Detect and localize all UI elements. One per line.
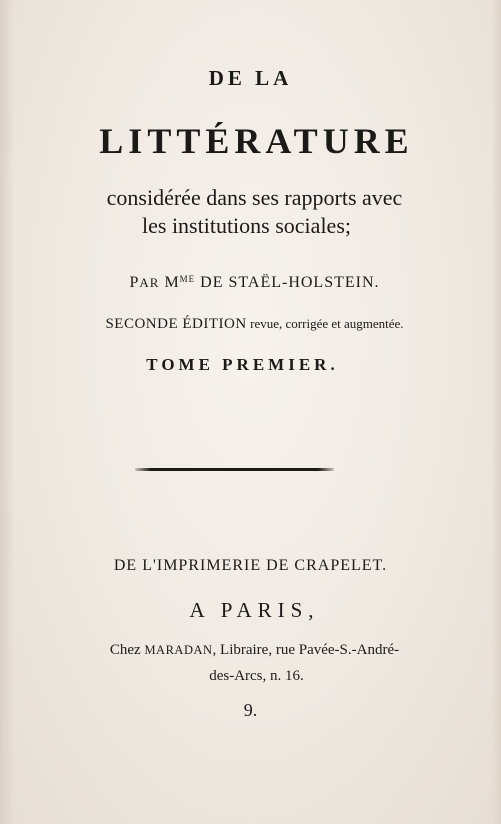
subtitle-line-1: considérée dans ses rapports avec	[106, 185, 403, 210]
author-honorific-sup: ME	[179, 274, 196, 284]
address-line: des-Arcs, n. 16.	[209, 668, 304, 684]
edition-line	[4, 316, 501, 333]
publisher-rest: , Libraire, rue Pavée-S.-André-	[212, 642, 400, 658]
author-honorific: M	[164, 274, 180, 291]
city-line: A PARIS,	[189, 598, 320, 622]
edition-rest: revue, corrigée et augmentée.	[250, 316, 404, 331]
pre-title: DE LA	[208, 66, 293, 90]
edition-caps: SECONDE ÉDITION	[105, 316, 247, 332]
author-line	[4, 274, 501, 292]
author-par: P	[129, 274, 140, 291]
author-par-rest: AR	[139, 275, 160, 290]
volume-label: TOME PREMIER.	[146, 355, 339, 374]
year-line: 9.	[243, 700, 258, 720]
divider-rule	[135, 468, 334, 471]
publisher-prefix: Chez	[109, 642, 145, 658]
printer-line: DE L'IMPRIMERIE DE CRAPELET.	[113, 557, 388, 574]
publisher-line	[4, 642, 501, 659]
main-title: LITTÉRATURE	[99, 121, 414, 161]
author-name: DE STAËL-HOLSTEIN.	[200, 274, 380, 291]
subtitle-line-2: les institutions sociales;	[142, 213, 351, 238]
publisher-name: MARADAN	[144, 643, 213, 657]
